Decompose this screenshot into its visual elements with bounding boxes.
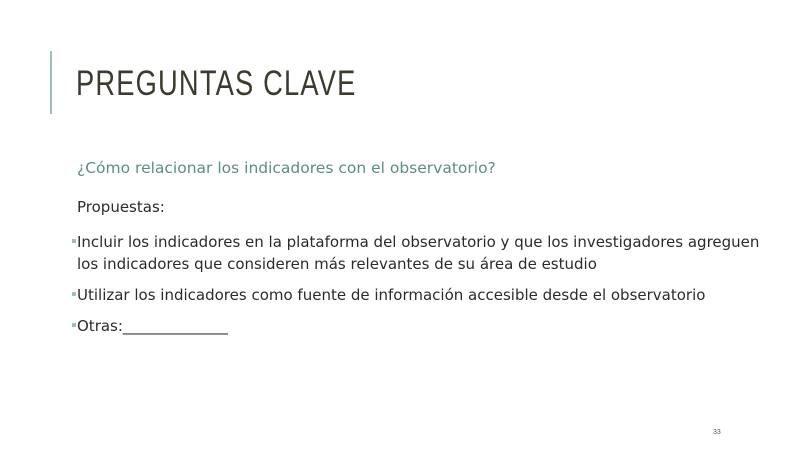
square-bullet-icon [72, 292, 76, 296]
list-item-text: Utilizar los indicadores como fuente de información accesible desde el observatorio [77, 286, 706, 304]
square-bullet-icon [72, 239, 76, 243]
list-item [72, 284, 762, 306]
page-number: 33 [713, 429, 721, 436]
title-accent-bar [50, 51, 52, 114]
slide-title: PREGUNTAS CLAVE [76, 64, 357, 103]
square-bullet-icon [72, 323, 76, 327]
list-item [72, 315, 762, 337]
list-item-text: Incluir los indicadores en la plataforma del observatorio y que los investigadores agreguen los indicadores que consideren más relevantes de su área de estudio [77, 233, 760, 273]
list-item-text: Otras:______________ [77, 317, 228, 335]
slide-subtitle: ¿Cómo relacionar los indicadores con el observatorio? [77, 159, 496, 177]
proposals-list [72, 231, 762, 346]
list-item [72, 231, 762, 275]
proposals-label: Propuestas: [77, 198, 165, 216]
